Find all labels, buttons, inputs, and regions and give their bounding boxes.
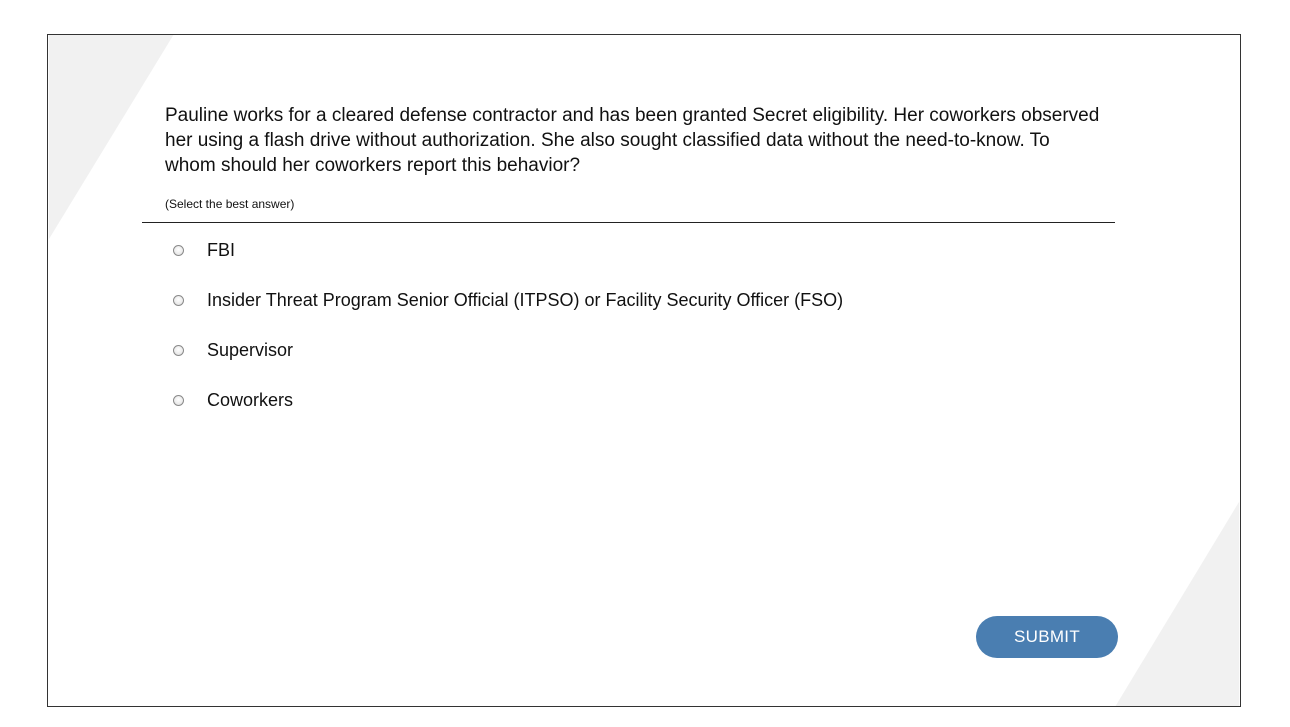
quiz-slide [47,34,1241,707]
option-label: Insider Threat Program Senior Official (ITPSO) or Facility Security Officer (FSO) [207,289,844,310]
option-supervisor[interactable] [173,337,843,363]
submit-button[interactable]: SUBMIT [976,616,1118,658]
option-itpso-fso[interactable] [173,287,843,313]
radio-button[interactable] [173,245,184,256]
radio-button[interactable] [173,345,184,356]
option-label: Coworkers [207,389,294,410]
option-fbi[interactable] [173,237,843,263]
top-left-shape [49,35,174,239]
question-text: Pauline works for a cleared defense contractor and has been granted Secret eligibility. Her coworkers observed her using a flash drive without authorization. She also sought classified data without the need-to-know. To whom should her coworkers report this behavior? [165,105,1100,176]
answer-options [173,237,843,437]
option-label: FBI [207,239,236,260]
radio-button[interactable] [173,395,184,406]
bottom-right-shape [1116,502,1240,706]
divider [142,222,1115,223]
answer-instruction: (Select the best answer) [165,197,295,211]
radio-button[interactable] [173,295,184,306]
option-coworkers[interactable] [173,387,843,413]
option-label: Supervisor [207,339,294,360]
